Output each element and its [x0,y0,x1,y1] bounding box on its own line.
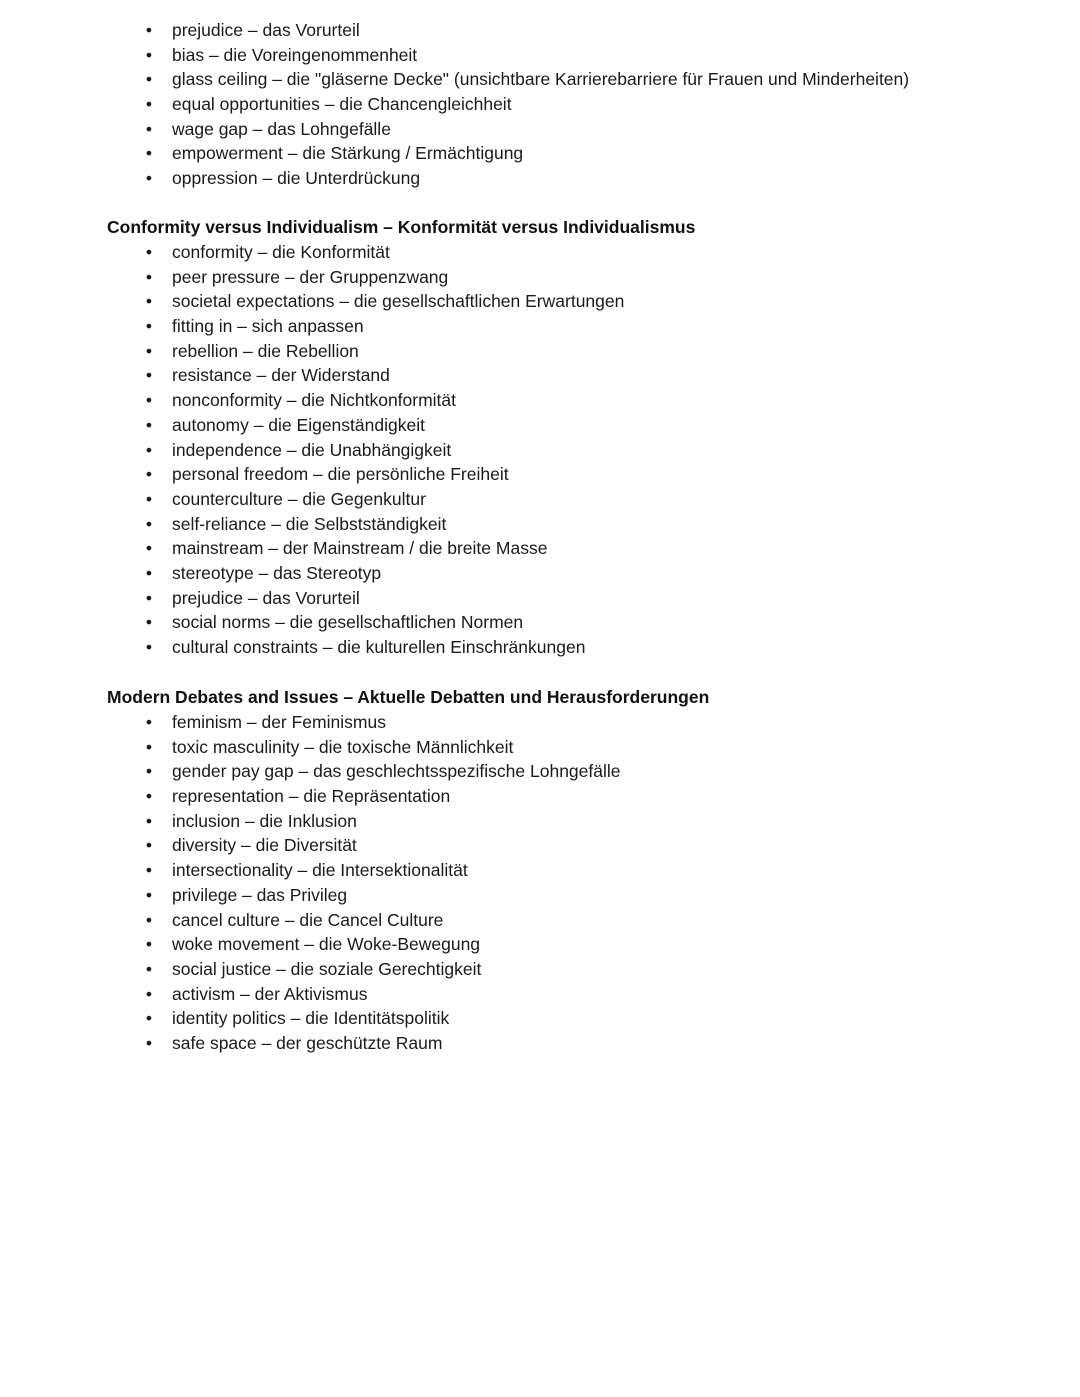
vocab-entry: glass ceiling – die "gläserne Decke" (unsichtbare Karrierebarriere für Frauen und Minderheiten) [172,69,910,90]
bullet-icon: • [145,242,153,262]
list-item [144,240,624,265]
bullet-icon: • [145,1032,153,1053]
vocab-entry: prejudice – das Vorurteil [172,20,360,40]
list-item [144,784,621,809]
vocab-entry: counterculture – die Gegenkultur [172,488,426,509]
list-item [144,166,909,191]
list-item [144,735,621,760]
vocab-entry: nonconformity – die Nichtkonformität [172,390,457,411]
list-item [144,710,621,735]
list-item [144,809,621,834]
bullet-icon: • [145,439,153,460]
vocab-entry: privilege – das Privileg [172,884,348,905]
list-item [144,858,621,883]
list-item [144,536,624,561]
list-item [144,759,621,784]
vocab-entry: independence – die Unabhängigkeit [172,439,452,460]
bullet-icon: • [145,365,153,386]
bullet-icon: • [145,464,153,485]
list-item [144,413,624,438]
list-item [144,635,624,660]
bullet-icon: • [145,810,153,831]
bullet-icon: • [145,712,153,732]
bullet-icon: • [145,637,153,657]
vocab-entry: feminism – der Feminismus [172,712,386,732]
list-item [144,883,621,908]
bullet-icon: • [145,884,153,905]
list-item [144,339,624,364]
bullet-icon: • [145,340,153,361]
vocab-entry: empowerment – die Stärkung / Ermächtigung [172,143,524,164]
vocab-entry: wage gap – das Lohngefälle [172,118,391,139]
bullet-icon: • [145,20,153,40]
list-item [144,512,624,537]
list-item [144,314,624,339]
bullet-icon: • [145,612,153,633]
list-item [144,487,624,512]
vocab-entry: mainstream – der Mainstream / die breite Masse [172,538,548,559]
bullet-icon: • [145,909,153,930]
vocab-entry: cultural constraints – die kulturellen Einschränkungen [172,637,586,657]
bullet-icon: • [145,118,153,139]
bullet-icon: • [145,958,153,979]
bullet-icon: • [145,513,153,534]
vocab-entry: intersectionality – die Intersektionalität [172,860,468,881]
bullet-icon: • [145,761,153,782]
vocab-entry: personal freedom – die persönliche Freiheit [172,464,509,485]
list-item [144,92,909,117]
vocab-entry: fitting in – sich anpassen [172,316,364,337]
vocab-entry: woke movement – die Woke-Bewegung [172,934,481,955]
bullet-icon: • [145,390,153,411]
list-item [144,932,621,957]
list-item [144,265,624,290]
section-heading-conformity: Conformity versus Individualism – Konformität versus Individualismus [107,217,696,237]
vocab-entry: bias – die Voreingenommenheit [172,44,418,65]
vocab-entry: activism – der Aktivismus [172,983,368,1004]
bullet-icon: • [145,736,153,757]
list-item [144,586,624,611]
vocab-list-conformity [144,240,624,660]
vocab-entry: gender pay gap – das geschlechtsspezifische Lohngefälle [172,761,621,782]
list-item [144,141,909,166]
vocab-entry: social justice – die soziale Gerechtigkeit [172,958,482,979]
bullet-icon: • [145,414,153,435]
vocab-entry: rebellion – die Rebellion [172,340,359,361]
list-item [144,833,621,858]
bullet-icon: • [145,316,153,337]
list-item [144,1031,621,1056]
bullet-icon: • [145,1008,153,1029]
list-item [144,610,624,635]
vocab-entry: toxic masculinity – die toxische Männlichkeit [172,736,514,757]
vocab-entry: stereotype – das Stereotyp [172,562,382,583]
list-item [144,957,621,982]
list-item [144,1006,621,1031]
vocab-entry: identity politics – die Identitätspolitik [172,1008,450,1029]
list-item [144,438,624,463]
bullet-icon: • [145,562,153,583]
bullet-icon: • [145,983,153,1004]
list-item [144,908,621,933]
bullet-icon: • [145,786,153,807]
bullet-icon: • [145,69,153,90]
vocab-entry: diversity – die Diversität [172,835,357,856]
vocab-entry: societal expectations – die gesellschaftlichen Erwartungen [172,291,625,312]
vocab-entry: equal opportunities – die Chancengleichheit [172,94,512,115]
list-item [144,982,621,1007]
bullet-icon: • [145,538,153,559]
list-item [144,363,624,388]
list-item [144,462,624,487]
list-item [144,67,909,92]
bullet-icon: • [145,143,153,164]
list-item [144,18,909,43]
bullet-icon: • [145,291,153,312]
section-heading-modern-debates: Modern Debates and Issues – Aktuelle Debatten und Herausforderungen [107,687,710,707]
vocab-entry: safe space – der geschützte Raum [172,1032,443,1053]
vocab-entry: self-reliance – die Selbstständigkeit [172,513,447,534]
vocab-entry: social norms – die gesellschaftlichen Normen [172,612,524,633]
bullet-icon: • [145,860,153,881]
vocab-entry: autonomy – die Eigenständigkeit [172,414,425,435]
vocab-entry: prejudice – das Vorurteil [172,587,360,608]
list-item [144,388,624,413]
bullet-icon: • [145,94,153,115]
vocab-entry: peer pressure – der Gruppenzwang [172,266,449,287]
bullet-icon: • [145,168,153,189]
vocab-entry: representation – die Repräsentation [172,786,451,807]
bullet-icon: • [145,835,153,856]
list-item [144,561,624,586]
vocab-entry: cancel culture – die Cancel Culture [172,909,444,930]
vocab-entry: resistance – der Widerstand [172,365,390,386]
vocab-list-continued [144,18,909,191]
bullet-icon: • [145,266,153,287]
vocab-list-modern-debates [144,710,621,1056]
bullet-icon: • [145,488,153,509]
list-item [144,117,909,142]
list-item [144,43,909,68]
list-item [144,289,624,314]
bullet-icon: • [145,587,153,608]
vocab-entry: oppression – die Unterdrückung [172,168,421,189]
vocab-entry: inclusion – die Inklusion [172,810,357,831]
vocab-entry: conformity – die Konformität [172,242,390,262]
bullet-icon: • [145,934,153,955]
bullet-icon: • [145,44,153,65]
